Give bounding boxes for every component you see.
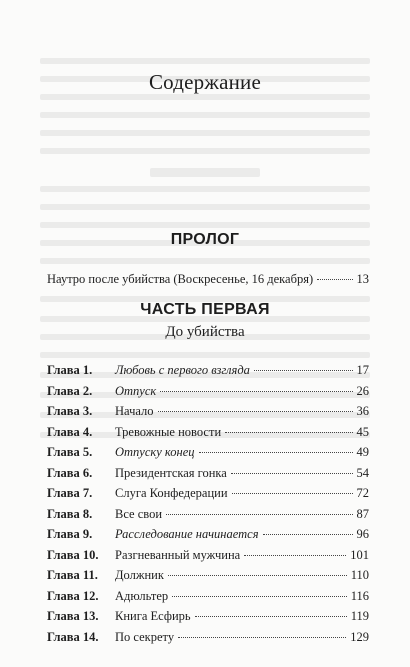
- dot-leader: [254, 370, 353, 371]
- chapter-label: Глава 12.: [47, 588, 99, 603]
- dot-leader: [166, 514, 352, 515]
- chapter-title: По секрету: [115, 629, 175, 644]
- toc-entry-prologue[interactable]: [47, 272, 369, 290]
- dot-leader: [225, 432, 352, 433]
- dot-leader: [244, 555, 346, 556]
- toc-entry-chapter[interactable]: [47, 527, 369, 545]
- chapter-title: Президентская гонка: [115, 465, 227, 480]
- dot-leader: [263, 534, 353, 535]
- chapter-label: Глава 5.: [47, 445, 93, 459]
- page-number: 17: [356, 363, 369, 377]
- page-number: 36: [356, 404, 369, 418]
- chapter-title: Отпуску конец: [115, 445, 195, 459]
- dot-leader: [199, 452, 353, 453]
- chapter-title: Тревожные новости: [115, 424, 222, 439]
- dot-leader: [172, 596, 347, 597]
- dot-leader: [158, 411, 353, 412]
- chapter-title: Начало: [115, 404, 154, 418]
- chapter-label: Глава 6.: [47, 465, 93, 480]
- chapter-title: Расследование начинается: [115, 527, 259, 541]
- chapter-label: Глава 10.: [47, 547, 99, 562]
- dot-leader: [317, 279, 352, 280]
- page-number: 13: [356, 272, 369, 286]
- page-number: 87: [356, 506, 369, 521]
- part-one-heading: ЧАСТЬ ПЕРВАЯ: [140, 301, 270, 318]
- page-number: 110: [350, 568, 369, 582]
- page-number: 101: [350, 547, 369, 562]
- toc-entry-chapter[interactable]: [47, 609, 369, 627]
- chapter-title: Книга Есфирь: [115, 609, 191, 623]
- chapter-title: Разгневанный мужчина: [115, 547, 241, 562]
- toc-entry-chapter[interactable]: [47, 384, 369, 402]
- page-number: 116: [350, 588, 369, 603]
- part-one-subtitle: До убийства: [165, 324, 245, 340]
- dot-leader: [168, 575, 347, 576]
- toc-entry-chapter[interactable]: [47, 466, 369, 484]
- toc-entry-chapter[interactable]: [47, 630, 369, 648]
- toc-entry-chapter[interactable]: [47, 548, 369, 566]
- dot-leader: [160, 391, 352, 392]
- page-number: 54: [356, 465, 369, 480]
- page-number: 129: [350, 629, 369, 644]
- toc-entry-chapter[interactable]: [47, 425, 369, 443]
- dot-leader: [232, 493, 353, 494]
- chapter-label: Глава 2.: [47, 383, 93, 398]
- page-number: 49: [356, 445, 369, 459]
- chapter-title: Все свои: [115, 506, 163, 521]
- table-of-contents-title: Содержание: [148, 70, 262, 94]
- toc-entry-chapter[interactable]: [47, 363, 369, 381]
- chapter-label: Глава 9.: [47, 527, 93, 541]
- toc-entry-chapter[interactable]: [47, 445, 369, 463]
- chapter-title: Любовь с первого взгляда: [115, 363, 250, 377]
- chapter-label: Глава 3.: [47, 404, 93, 418]
- dot-leader: [178, 637, 346, 638]
- chapter-title: Должник: [115, 568, 164, 582]
- toc-entry-chapter[interactable]: [47, 589, 369, 607]
- chapter-label: Глава 14.: [47, 629, 99, 644]
- toc-entry-chapter[interactable]: [47, 404, 369, 422]
- chapter-label: Глава 11.: [47, 568, 98, 582]
- chapter-label: Глава 1.: [47, 363, 93, 377]
- chapter-title: Адюльтер: [115, 588, 169, 603]
- page-number: 26: [356, 383, 369, 398]
- page-number: 45: [356, 424, 369, 439]
- toc-entry-chapter[interactable]: [47, 568, 369, 586]
- prologue-heading: ПРОЛОГ: [170, 231, 240, 248]
- page-number: 96: [356, 527, 369, 541]
- toc-entry-chapter[interactable]: [47, 486, 369, 504]
- dot-leader: [195, 616, 347, 617]
- chapter-title: Отпуск: [115, 383, 157, 398]
- dot-leader: [231, 473, 353, 474]
- chapter-label: Глава 7.: [47, 486, 93, 500]
- toc-entry-chapter[interactable]: [47, 507, 369, 525]
- page-number: 72: [356, 486, 369, 500]
- chapter-label: Глава 13.: [47, 609, 99, 623]
- page-number: 119: [350, 609, 369, 623]
- chapter-label: Глава 4.: [47, 424, 93, 439]
- chapter-title: Слуга Конфедерации: [115, 486, 228, 500]
- chapter-label: Глава 8.: [47, 506, 93, 521]
- entry-title: Наутро после убийства (Воскресенье, 16 декабря): [47, 272, 314, 286]
